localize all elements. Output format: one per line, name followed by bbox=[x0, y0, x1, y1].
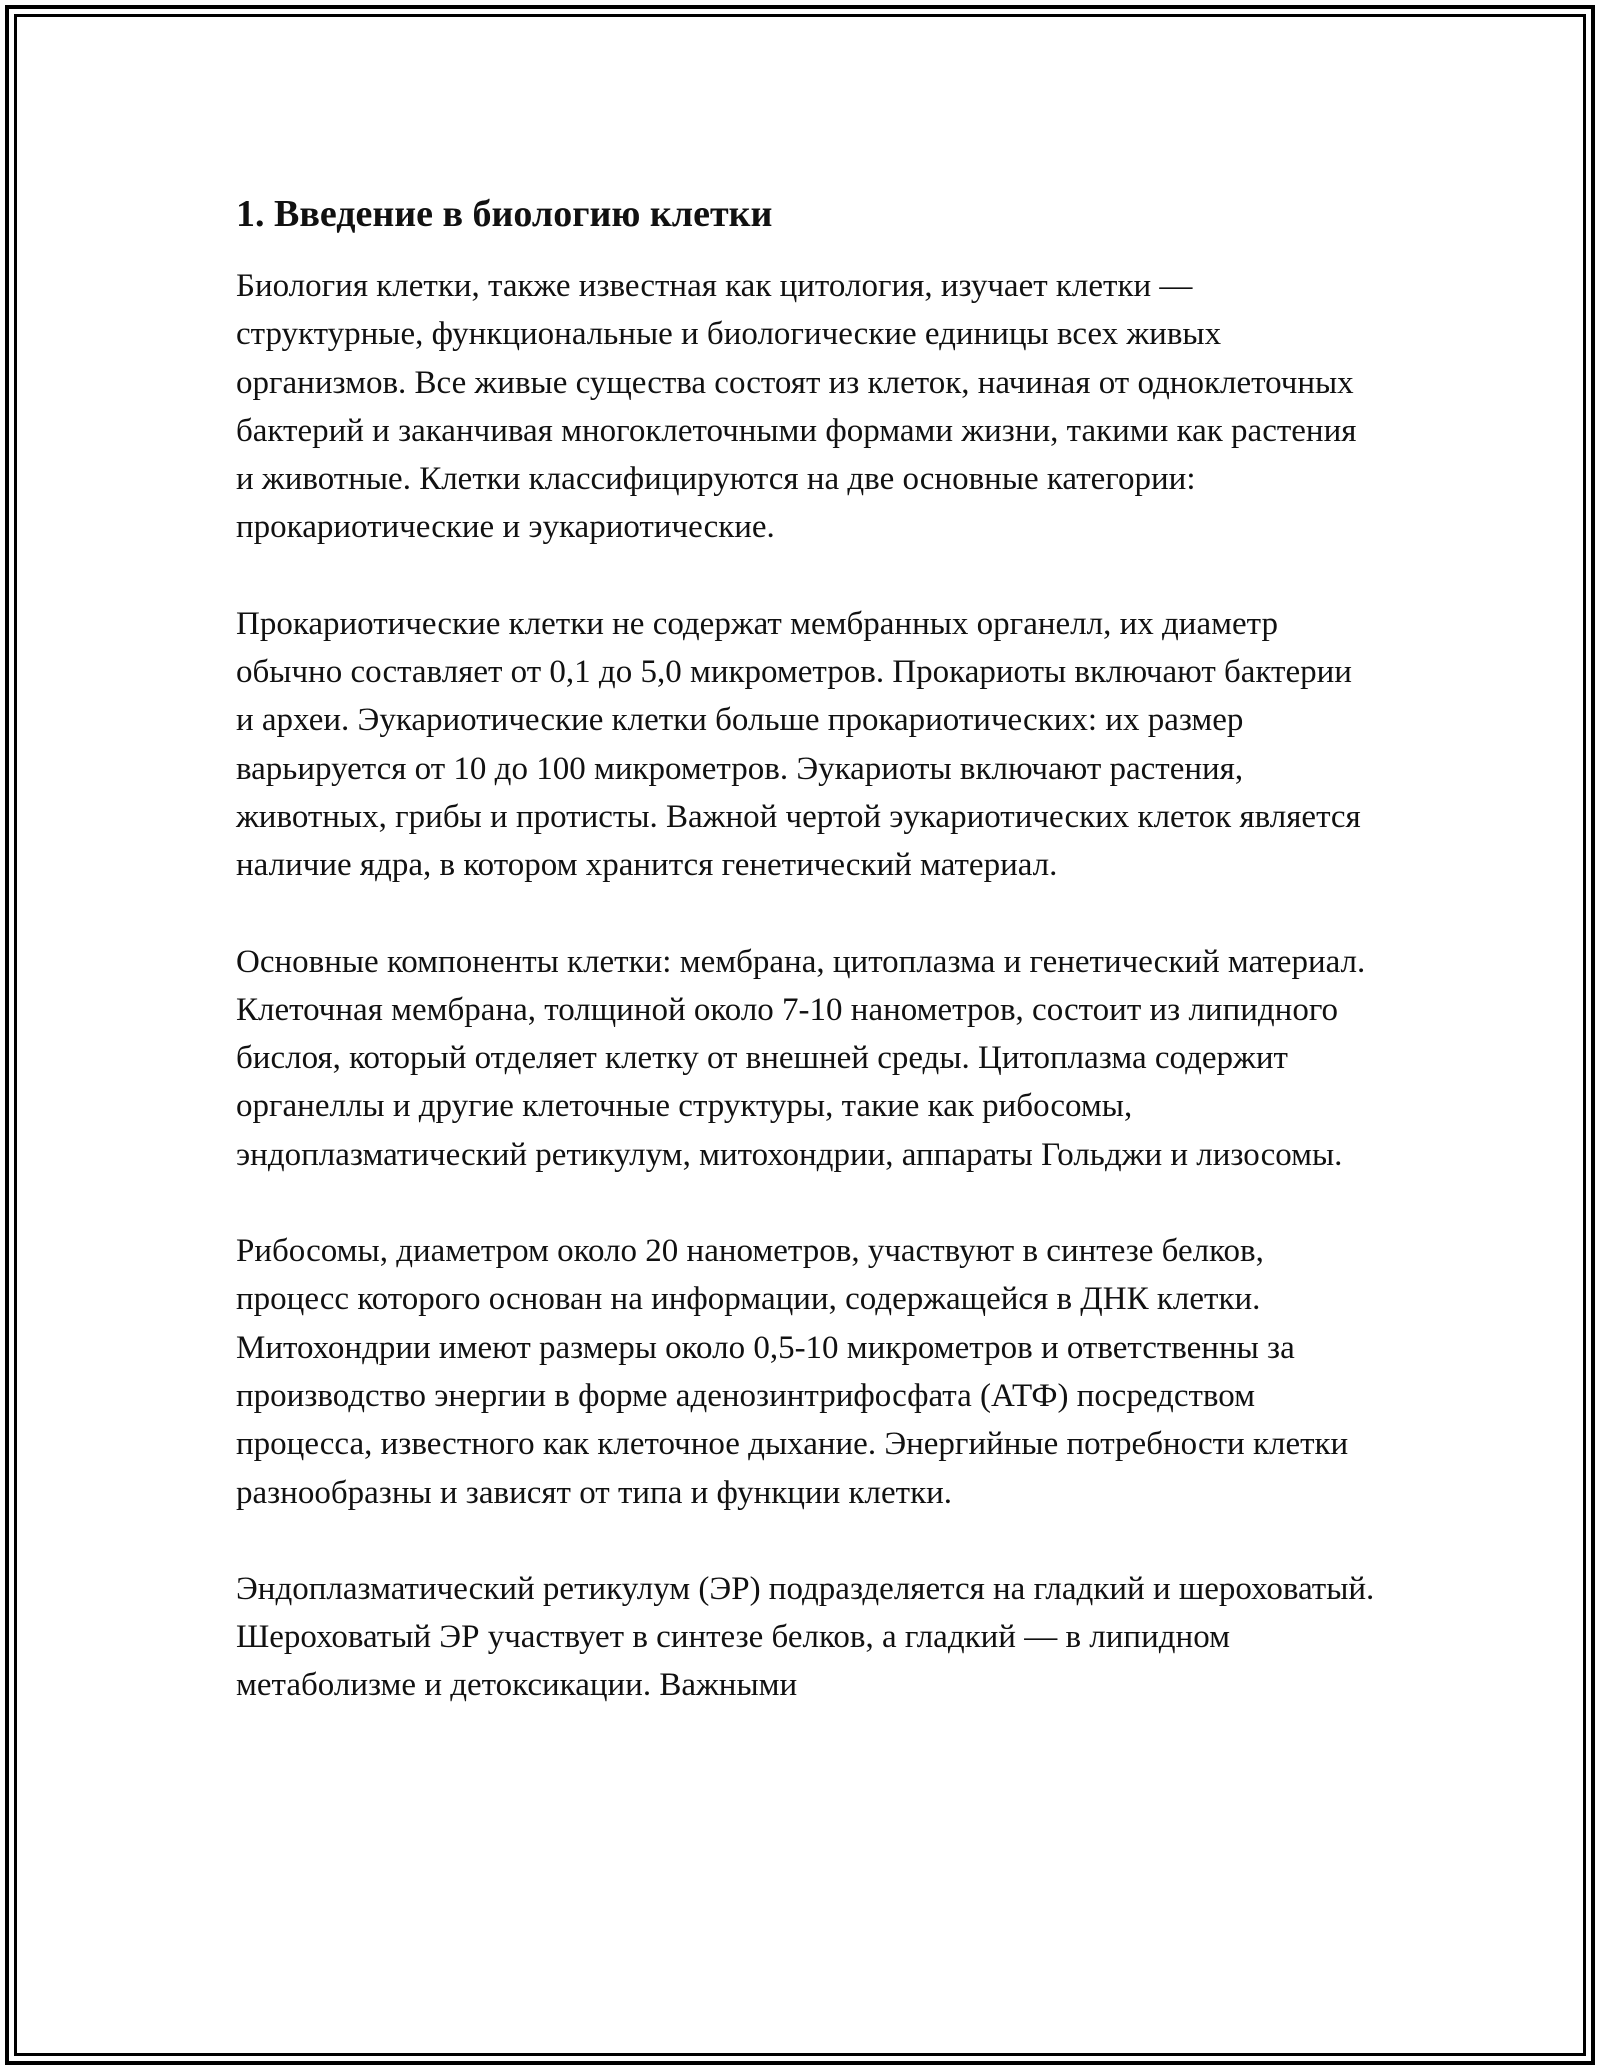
document-body bbox=[236, 186, 1376, 1758]
paragraph-endoplasmic-reticulum: Эндоплазматический ретикулум (ЭР) подразделяется на гладкий и шероховатый. Шероховатый ЭР участвует в синтезе белков, а гладкий — в липидном метаболизме и детоксикации. Важными bbox=[236, 1570, 1375, 1704]
paragraph-cell-components: Основные компоненты клетки: мембрана, цитоплазма и генетический материал. Клеточная мембрана, толщиной около 7-10 нанометров, состоит из липидного бислоя, который отделяет клетку от внешней среды. Цитоплазма содержит органеллы и другие клеточные структуры, такие как рибосомы, эндоплазматический ретикулум, митохондрии, аппараты Гольджи и лизосомы. bbox=[236, 943, 1366, 1173]
section-heading: 1. Введение в биологию клетки bbox=[236, 193, 773, 235]
paragraph-intro: Биология клетки, также известная как цитология, изучает клетки — структурные, функциональные и биологические единицы всех живых организмов. Все живые существа состоят из клеток, начиная от одноклеточных бактерий и заканчивая многоклеточными формами жизни, такими как растения и животные. Клетки классифицируются на две основные категории: прокариотические и эукариотические. bbox=[236, 268, 1357, 546]
paragraph-ribosomes-mitochondria: Рибосомы, диаметром около 20 нанометров, участвуют в синтезе белков, процесс которого основан на информации, содержащейся в ДНК клетки. Митохондрии имеют размеры около 0,5-10 микрометров и ответственны за производство энергии в форме аденозинтрифосфата (АТФ) посредством процесса, известного как клеточное дыхание. Энергийные потребности клетки разнообразны и зависят от типа и функции клетки. bbox=[236, 1233, 1349, 1511]
paragraph-prokaryotes: Прокариотические клетки не содержат мембранных органелл, их диаметр обычно составляет от 0,1 до 5,0 микрометров. Прокариоты включают бактерии и археи. Эукариотические клетки больше прокариотических: их размер варьируется от 10 до 100 микрометров. Эукариоты включают растения, животных, грибы и протисты. Важной чертой эукариотических клеток является наличие ядра, в котором хранится генетический материал. bbox=[236, 605, 1361, 884]
